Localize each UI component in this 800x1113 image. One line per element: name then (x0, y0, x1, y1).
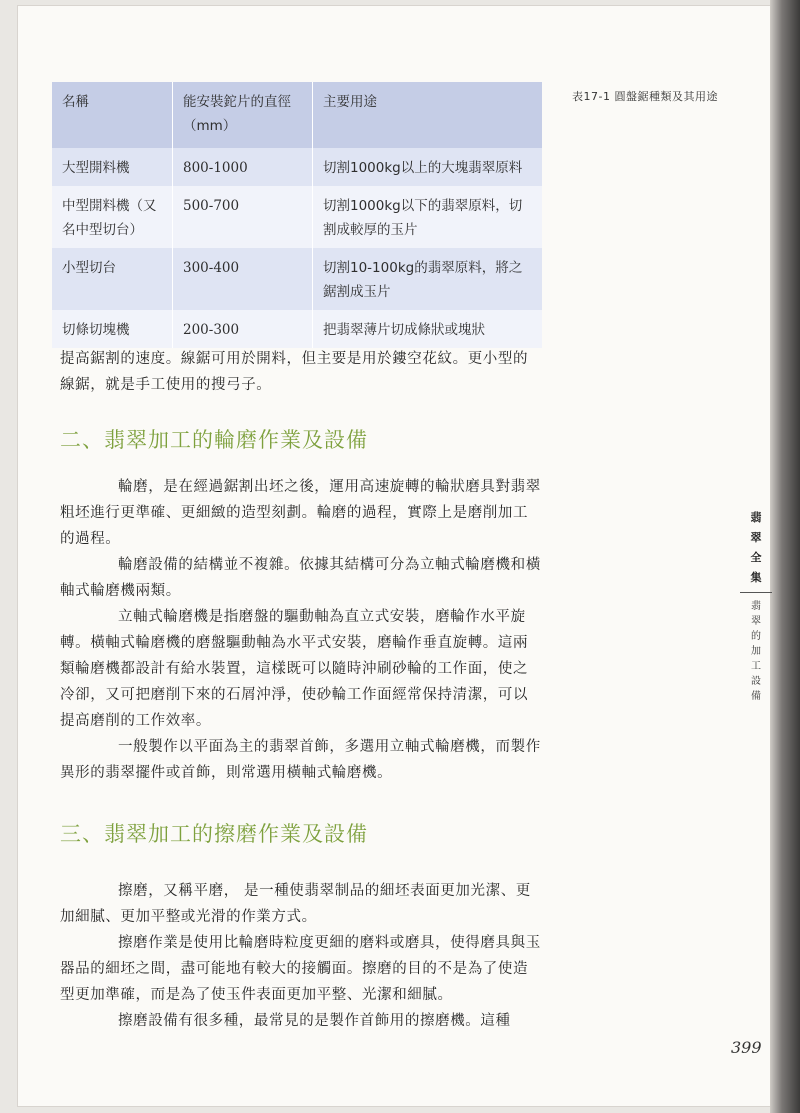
paragraph: 輪磨，是在經過鋸割出坯之後，運用高速旋轉的輪狀磨具對翡翠粗坯進行更準確、更細緻的造型刻劃。輪磨的過程，實際上是磨削加工的過程。 (60, 479, 541, 547)
table-cell-name: 中型開料機（又名中型切台） (52, 186, 172, 248)
table-cell-usage: 把翡翠薄片切成條狀或塊狀 (312, 310, 542, 348)
table-cell-name: 大型開料機 (52, 148, 172, 186)
side-divider (740, 592, 772, 593)
paragraph: 擦磨設備有很多種，最常見的是製作首飾用的擦磨機。這種 (118, 1013, 511, 1029)
table-cell-usage: 切割1000kg以下的翡翠原料，切割成較厚的玉片 (312, 186, 542, 248)
section-heading-grinding: 二、翡翠加工的輪磨作業及設備 (60, 428, 368, 452)
paragraph: 提高鋸割的速度。線鋸可用於開料，但主要是用於鏤空花紋。更小型的線鋸，就是手工使用的搜弓子。 (60, 351, 529, 393)
table-cell-diameter: 200-300 (172, 310, 312, 348)
table-row (52, 186, 542, 248)
intro-paragraph (60, 346, 542, 398)
table-row (52, 148, 542, 186)
paragraph: 立軸式輪磨機是指磨盤的驅動軸為直立式安裝，磨輪作水平旋轉。橫軸式輪磨機的磨盤驅動軸為水平式安裝，磨輪作垂直旋轉。這兩類輪磨機都設計有給水裝置，這樣既可以隨時沖刷砂輪的工作面，使之冷卻，又可把磨削下來的石屑沖淨，使砂輪工作面經常保持清潔，可以提高磨削的工作效率。 (60, 609, 529, 729)
table-header-cell: 名稱 (52, 82, 172, 148)
side-chapter-tab (738, 508, 774, 704)
table-row (52, 310, 542, 348)
saw-types-table (52, 82, 542, 348)
paragraph: 擦磨作業是使用比輪磨時粒度更細的磨料或磨具，使得磨具與玉器品的細坯之間，盡可能地有較大的接觸面。擦磨的目的不是為了使造型更加準確，而是為了使玉件表面更加平整、光潔和細膩。 (60, 935, 541, 1003)
series-title: 翡翠全集 (750, 511, 762, 584)
table-cell-diameter: 500-700 (172, 186, 312, 248)
table-row (52, 248, 542, 310)
chapter-title: 翡翠的加工設備 (751, 601, 761, 702)
paragraph: 擦磨，又稱平磨， 是一種使翡翠制品的細坯表面更加光潔、更加細膩、更加平整或光滑的作業方式。 (60, 883, 531, 925)
book-spine-shadow (770, 0, 800, 1113)
table-header-cell: 能安裝鉈片的直徑（mm） (172, 82, 312, 148)
section-body-polishing (60, 878, 542, 1034)
table-cell-diameter: 300-400 (172, 248, 312, 310)
table-cell-usage: 切割1000kg以上的大塊翡翠原料 (312, 148, 542, 186)
table-cell-name: 切條切塊機 (52, 310, 172, 348)
table-cell-diameter: 800-1000 (172, 148, 312, 186)
table-header-cell: 主要用途 (312, 82, 542, 148)
paragraph: 輪磨設備的結構並不複雜。依據其結構可分為立軸式輪磨機和橫軸式輪磨機兩類。 (60, 557, 541, 599)
table-cell-name: 小型切台 (52, 248, 172, 310)
section-heading-polishing: 三、翡翠加工的擦磨作業及設備 (60, 822, 368, 846)
table-cell-usage: 切割10-100kg的翡翠原料，將之鋸割成玉片 (312, 248, 542, 310)
page-number: 399 (731, 1038, 762, 1057)
paragraph: 一般製作以平面為主的翡翠首飾，多選用立軸式輪磨機，而製作異形的翡翠擺件或首飾，則常選用橫軸式輪磨機。 (60, 739, 541, 781)
section-body-grinding (60, 474, 542, 786)
table-caption: 表17-1 圓盤鋸種類及其用途 (572, 90, 718, 103)
table-header-row (52, 82, 542, 148)
